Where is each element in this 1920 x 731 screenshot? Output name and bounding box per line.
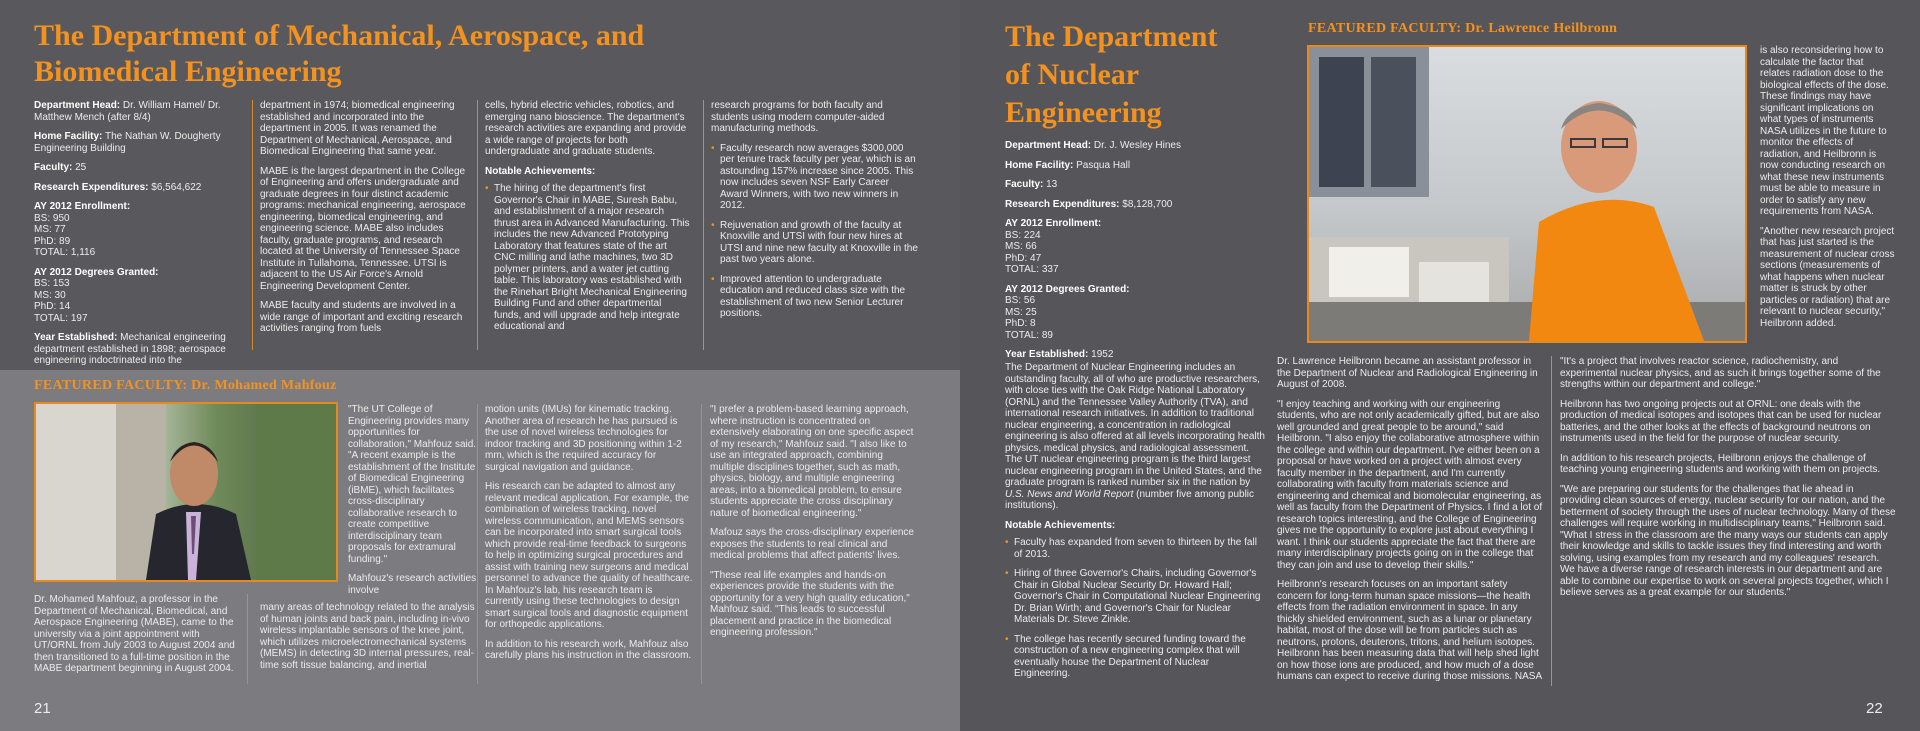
achievement-item: • Rejuvenation and growth of the faculty at Knoxville and UTSI with four new hires at UTSI and nine new faculty at Knoxville in the past two years alone. — [711, 220, 919, 266]
fact-label: AY 2012 Enrollment: — [1005, 218, 1102, 229]
enrollment-line: TOTAL: 337 — [1005, 264, 1059, 275]
title-line: The Department — [1005, 20, 1218, 53]
paragraph: Heilbronn's research focuses on an important safety concern for long-term human space missions—the health effects from the radiation environment in space. In any thickly shielded environment, such as a lunar or planetary habitat, most of the dose will be from particles such as neutrons, protons, deuterons, tritons, and helium isotopes. Heilbronn has been measuring data that will help shed light on how those ions are produced, and how much of a dose humans can expect to receive during those missions. NASA — [1277, 579, 1543, 682]
fact-value: 1952 — [1091, 349, 1114, 360]
column-rule — [477, 404, 478, 684]
achievement-item: • Hiring of three Governor's Chairs, including Governor's Chair in Global Nuclear Security Dr. Howard Hall; Governor's Chair in Computational Nuclear Engineering Dr. Brian Wirth; and Governor's Chair for Nuclear Materials Dr. Steve Zinkle. — [1005, 568, 1267, 626]
degrees-line: PhD: 14 — [34, 301, 71, 312]
achievement-item: • Improved attention to undergraduate education and reduced class size with the establishment of two new Senior Lecturer positions. — [711, 274, 919, 320]
column-rule — [252, 100, 253, 350]
page-number: 21 — [34, 700, 51, 717]
text-column — [711, 100, 919, 328]
fact-label: Department Head: — [1005, 140, 1092, 151]
degrees-line: MS: 25 — [1005, 306, 1037, 318]
paragraph: In addition to his research work, Mahfouz also carefully plans his instruction in the classroom. — [485, 638, 692, 661]
fact-value: $6,564,622 — [151, 181, 202, 193]
achievement-item: • The college has recently secured funding toward the construction of a new engineering complex that will eventually house the Department of Nuclear Engineering. — [1005, 634, 1267, 680]
degrees-line: BS: 153 — [34, 278, 70, 289]
fact-label: Year Established: — [1005, 349, 1089, 360]
title-line: of Nuclear — [1005, 58, 1140, 91]
enrollment-line: BS: 224 — [1005, 229, 1041, 241]
degrees-line: PhD: 8 — [1005, 318, 1036, 329]
fact-label: Faculty: — [34, 162, 73, 173]
text-column — [260, 100, 466, 343]
paragraph: motion units (IMUs) for kinematic tracking. Another area of research he has pursued is the use of novel wireless technologies for indoor tracking and 3D positioning within 1-2 mm, which is the required accuracy for surgical navigation and guidance. — [485, 404, 682, 473]
paragraph: research programs for both faculty and students using modern computer-aided manufacturing methods. — [711, 100, 885, 134]
paragraph: "The UT College of Engineering provides many opportunities for collaboration," Mahfouz said. "A recent example is the establishment of the Institute of Biomedical Engineering (iBME), which facilitates cross-disciplinary collaborative research to create competitive interdisciplinary team proposals for extramural funding." — [348, 404, 477, 565]
column-rule — [247, 594, 248, 684]
text-column — [1560, 356, 1896, 607]
fact-value: Dr. William Hamel/ Dr. Matthew Mench (after 8/4) — [34, 100, 221, 123]
achievement-item: • The hiring of the department's first Governor's Chair in MABE, Suresh Babu, and establishment of a major research thrust area in Advanced Manufacturing. This includes the new Advanced Prototyping Laboratory that features state of the art CNC milling and lathe machines, two 3D polymer printers, and a water jet cutting table. This laboratory was established with the Rinehart Bright Mechanical Engineering Building Fund and other departmental funds, and will upgrade and help integrate educational and — [485, 183, 690, 333]
enrollment-line: PhD: 47 — [1005, 252, 1042, 264]
fact-value: $8,128,700 — [1122, 198, 1173, 210]
column-rule — [477, 100, 478, 350]
paragraph: Mahfouz's research activities involve — [348, 573, 477, 596]
text-column — [710, 404, 920, 647]
fact-label: Home Facility: — [34, 131, 103, 142]
bio-caption — [34, 594, 238, 683]
fact-value: Mechanical engineering department established in 1898; aerospace engineering indoctrinated into the — [34, 332, 226, 366]
paragraph: "Another new research project that has just started is the measurement of nuclear cross sections (measurements of what happens when nuclear matter is struck by other particles or radiation) that are relevant to nuclear security," Heilbronn added. — [1760, 225, 1895, 329]
fact-label: Research Expenditures: — [1005, 198, 1120, 210]
notable-heading: Notable Achievements: — [1005, 519, 1116, 531]
paragraph: "It's a project that involves reactor science, radiochemistry, and experimental nuclear physics, and as such it brings together some of the strengths within our department and college." — [1560, 356, 1881, 390]
featured-faculty-heading: FEATURED FACULTY: Dr. Mohamed Mahfouz — [34, 378, 337, 393]
paragraph: Mafouz says the cross-disciplinary experience exposes the students to real clinical and medical problems that affect patients' lives. — [710, 527, 914, 561]
facts-column — [1005, 140, 1245, 369]
portrait-image — [1309, 47, 1745, 341]
facts-column — [34, 100, 234, 375]
text-column — [485, 100, 690, 341]
fact-label: AY 2012 Degrees Granted: — [1005, 283, 1130, 295]
paragraph: many areas of technology related to the analysis of human joints and back pain, including in-vivo wireless implantable sensors of the knee joint, which utilizes microelectromechanical systems (MEMS) in detecting 3D internal pressures, real-time soft tissue balancing, and inertial — [260, 602, 475, 671]
enrollment-line: TOTAL: 1,116 — [34, 247, 96, 258]
paragraph: "I enjoy teaching and working with our engineering students, who are not only academically gifted, but are also well grounded and great people to be around," said Heilbronn. "I also enjoy the collaborative atmosphere within the college and within our department. I've either been on a proposal or have worked on a project with almost every faculty member in the department, and I'm currently collaborating with faculty from materials science and engineering and chemical and biomolecular engineering, as well as faculty from the Department of Physics. I find a lot of research topics interesting, and the College of Engineering gives me the opportunity to explore just about everything I want. I think our students appreciate the fact that there are many interdisciplinary projects going on in the college that they can join and use to develop their skills." — [1277, 398, 1543, 571]
fact-label: AY 2012 Enrollment: — [34, 201, 131, 212]
degrees-line: TOTAL: 89 — [1005, 329, 1053, 341]
fact-value: Pasqua Hall — [1076, 159, 1131, 171]
paragraph: MABE is the largest department in the College of Engineering and offers undergraduate and graduate degrees in four distinct academic programs: mechanical engineering, aerospace engineering, biomedical engineering, and engineering science. MABE also includes faculty, graduate programs, and research located at the University of Tennessee Space Institute in Tullahoma, Tennessee. UTSI is adjacent to the US Air Force's Arnold Engineering Development Center. — [260, 165, 466, 292]
enrollment-line: MS: 77 — [34, 224, 66, 235]
fact-value: 25 — [75, 162, 87, 173]
achievement-item: • Faculty has expanded from seven to thirteen by the fall of 2013. — [1005, 537, 1267, 560]
paragraph: MABE faculty and students are involved in a wide range of important and exciting research activities ranging from fuels — [260, 300, 463, 334]
column-rule — [1551, 356, 1552, 686]
column-rule — [703, 100, 704, 350]
page-number: 22 — [1866, 700, 1883, 717]
paragraph: cells, hybrid electric vehicles, robotics, and emerging nano bioscience. The department's research activities are expanding and provide a wide range of projects for both undergraduate and graduate students. — [485, 100, 687, 157]
degrees-line: TOTAL: 197 — [34, 312, 88, 324]
title-line: Biomedical Engineering — [34, 55, 342, 88]
intro-paragraph — [1005, 362, 1267, 512]
paragraph: "I prefer a problem-based learning approach, where instruction is concentrated on extensively elaborating on one specific aspect of my research," Mahfouz said. "I also like to use an integrated approach, combining multiple disciplines together, such as math, physics, biology, and multiple engineering areas, into a biomedical problem, to ensure students appreciate the cross disciplinary nature of biomedical engineering." — [710, 404, 914, 519]
paragraph: department in 1974; biomedical engineering established and incorporated into the department in 2005. It was renamed the Department of Mechanical, Aerospace, and Biomedical Engineering that same year. — [260, 100, 455, 157]
paragraph: Heilbronn has two ongoing projects out at ORNL: one deals with the production of medical isotopes and isotopes that can be used for nuclear batteries, and the other looks at the effects of background neutrons on instruments used in the field for the purpose of nuclear security. — [1560, 398, 1882, 444]
page-title — [1005, 18, 1265, 132]
title-line: Engineering — [1005, 96, 1162, 129]
faculty-photo — [1307, 45, 1747, 343]
notable-heading: Notable Achievements: — [485, 165, 596, 177]
portrait-image — [36, 404, 336, 580]
fact-label: Faculty: — [1005, 179, 1044, 190]
fact-label: Research Expenditures: — [34, 181, 149, 193]
paragraph: Dr. Mohamed Mahfouz, a professor in the Department of Mechanical, Biomedical, and Aerospace Engineering (MABE), came to the university via a joint appointment with UT/ORNL from July 2003 to August 2004 and then transitioned to a full-time position in the MABE department beginning in August 2004. — [34, 594, 235, 674]
column-rule — [701, 404, 702, 684]
faculty-photo — [34, 402, 338, 582]
intro-italic: U.S. News and World Report — [1005, 488, 1134, 500]
enrollment-line: PhD: 89 — [34, 235, 71, 247]
title-line: The Department of Mechanical, Aerospace, and — [34, 19, 645, 52]
fact-label: AY 2012 Degrees Granted: — [34, 266, 159, 278]
page-title — [34, 18, 934, 90]
fact-label: Department Head: — [34, 100, 121, 111]
fact-value: Dr. J. Wesley Hines — [1093, 140, 1181, 151]
paragraph: In addition to his research projects, Heilbronn enjoys the challenge of teaching young engineering students and working with them on projects. — [1560, 452, 1881, 475]
achievement-item: • Faculty research now averages $300,000 per tenure track faculty per year, which is an astounding 157% increase since 2005. This now includes seven NSF Early Career Award Winners, with two new winners in 2012. — [711, 143, 919, 212]
fact-value: The Nathan W. Dougherty Engineering Building — [34, 131, 221, 154]
enrollment-line: BS: 950 — [34, 212, 70, 224]
side-column — [1760, 45, 1895, 337]
fact-value: 13 — [1046, 179, 1058, 190]
intro-column — [1005, 362, 1267, 688]
intro-text: (number five among public institutions). — [1005, 488, 1255, 511]
paragraph: "These real life examples and hands-on experiences provide the students with the opportunity for a very high quality education," Mahfouz said. "This leads to successful placement and practice in the biomedical engineering profession." — [710, 569, 910, 638]
paragraph: "We are preparing our students for the challenges that lie ahead in providing clean sources of energy, nuclear security for our nation, and the betterment of society through the uses of nuclear technology. Many of these challenges will require working in multidisciplinary teams," Heilbronn said. "What I stress in the classroom are the many ways our students can apply their knowledge and skills to tackle issues they find interesting and worth solving, using examples from my research and my colleagues' research. We have a diverse range of research interests in our department and are able to combine our expertise to work on several projects together, which I believe serves as a great example for our students." — [1560, 483, 1896, 598]
intro-text: The Department of Nuclear Engineering includes an outstanding faculty, all of who are productive researchers, with close ties with the Oak Ridge National Laboratory (ORNL) and the Tennessee Valley Authority (TVA), and international research initiatives. In addition to traditional nuclear engineering, a concentration in radiological engineering is also offered at all levels incorporating health physics, medical physics, and radiological assessment. The UT nuclear engineering program is the third largest nuclear engineering program in the United States, and the graduate program is ranked number six in the nation by — [1005, 362, 1265, 488]
degrees-line: MS: 30 — [34, 289, 66, 301]
paragraph: His research can be adapted to almost any relevant medical application. For example, the combination of wireless tracking, novel wireless communication, and MEMS sensors can be incorporated into smart surgical tools which provide real-time feedback to surgeons to help in optimizing surgical procedures and assist with training new surgeons and medical personnel to advance the quality of healthcare. In Mahfouz's lab, his research team is currently using these technologies to design smart surgical tools and diagnostic equipment for orthopedic applications. — [485, 481, 693, 630]
featured-faculty-heading: FEATURED FACULTY: Dr. Lawrence Heilbronn — [1308, 21, 1618, 36]
enrollment-line: MS: 66 — [1005, 241, 1037, 252]
paragraph: is also reconsidering how to calculate the factor that relates radiation dose to the biological effects of the dose. These findings may have significant implications on what types of instruments NASA utilizes in the future to monitor the effects of radiation, and Heilbronn is now conducting research on what these new instruments must be able to measure in order to satisfy any new requirements from NASA. — [1760, 45, 1889, 217]
text-column — [260, 602, 478, 679]
paragraph: Dr. Lawrence Heilbronn became an assistant professor in the Department of Nuclear and Radiological Engineering in August of 2008. — [1277, 356, 1538, 390]
fact-label: Home Facility: — [1005, 159, 1074, 171]
fact-label: Year Established: — [34, 332, 118, 343]
text-column — [1277, 356, 1543, 691]
quote-column — [348, 404, 478, 604]
degrees-line: BS: 56 — [1005, 295, 1036, 306]
text-column — [485, 404, 693, 670]
right-page — [960, 0, 1920, 731]
